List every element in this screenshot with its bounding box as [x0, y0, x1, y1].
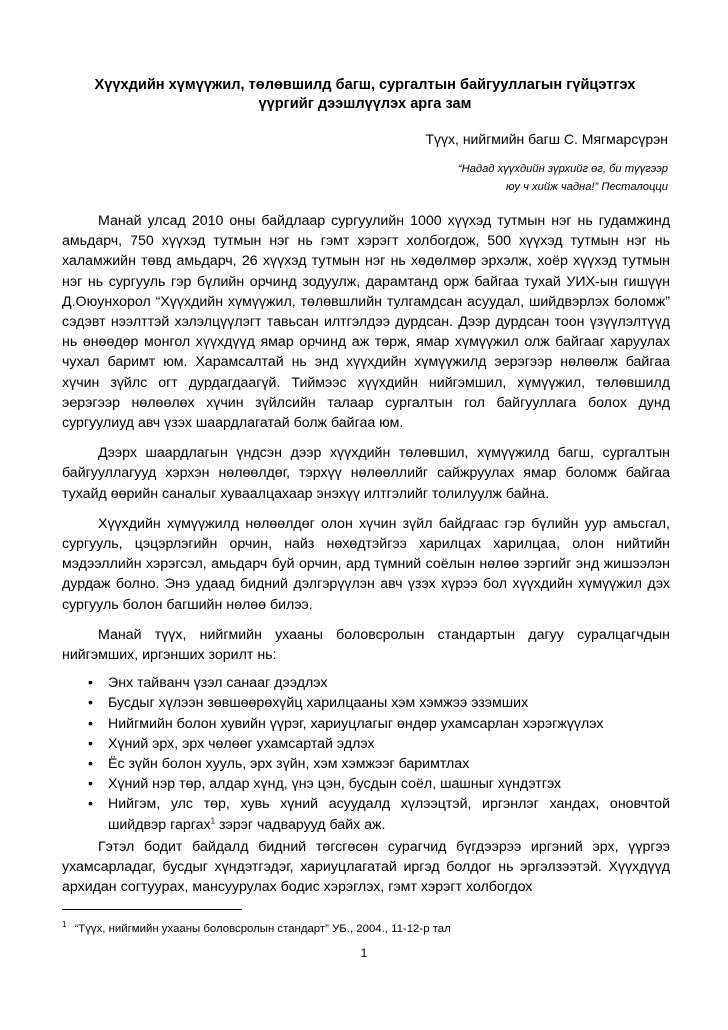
- list-item: [62, 774, 670, 794]
- list-item-text: Энх тайванч үзэл санааг дээдлэх: [108, 675, 328, 692]
- document-title: [60, 76, 670, 114]
- epigraph-line-1: “Надад хүүхдийн зүрхийг өг, би түүгээр: [457, 163, 668, 175]
- footnote-separator: [62, 909, 242, 910]
- footnote-number: 1: [62, 920, 67, 929]
- list-item: [62, 754, 670, 774]
- bullet-icon: •: [88, 735, 93, 752]
- epigraph: [348, 160, 668, 196]
- bullet-icon: •: [88, 675, 93, 692]
- paragraph-1: Манай улсад 2010 оны байдлаар сургуулийн 1000 хүүхэд тутмын нэг нь гудамжинд амьдарч, 750 хүүхэд тутмын нэг нь гэмт хэрэгт холбогдож, 500 хүүхэд тутмын нэг нь халамжийн төвд амьдарч, 26 хүүхэд тутмын нэг нь хөдөлмөр эрхэлж, хоёр хүүхэд тутмын нэг нь сургууль гэр бүлийн орчинд зодуулж, дарамтанд орж байгаа тухай УИХ-ын гишүүн Д.Оюунхорол “Хүүхдийн хүмүүжил, төлөвшлийн тулгамдсан асуудал, шийдвэрлэх боломж” сэдэвт нээлттэй хэлэлцүүлэгт тавьсан илтгэлдээ дурдсан. Дээр дурдсан тоон үзүүлэлтүүд нь өнөөдөр монгол хүүхдүүд ямар орчинд аж төрж, ямар хүмүүжил олж байгааг харуулах чухал баримт юм. Харамсалтай нь энд хүүхдийн хүмүүжилд эерэгээр нөлөөлж байгаа хүчин зүйлс огт дурдагдаагүй. Тиймээс хүүхдийн нийгэмшил, хүмүүжил, төлөвшилд эерэгээр нөлөөлөх хүчин зүйлсийн талаар сургалтын гол байгууллага болох дунд сургуулиуд авч үзэх шаардлагатай болж байгаа юм.: [62, 213, 670, 432]
- list-item-text: Нийгмийн болон хувийн үүрэг, хариуцлагыг өндөр ухамсарлан хэрэгжүүлэх: [108, 715, 604, 732]
- footnote: [62, 918, 451, 936]
- list-item-text: Бусдыг хүлээн зөвшөөрөхүйц харилцааны хэм хэмжээ эзэмших: [108, 695, 529, 712]
- title-line-1: Хүүхдийн хүмүүжил, төлөвшилд багш, сургалтын байгууллагын гүйцэтгэх: [94, 77, 636, 93]
- body-text: [62, 211, 670, 908]
- list-item: [62, 714, 670, 734]
- author-line: Түүх, нийгмийн багш С. Мягмарсүрэн: [425, 131, 668, 147]
- list-item: [62, 673, 670, 693]
- list-item-text: Ёс зүйн болон хууль, эрх зүйн, хэм хэмжээг баримтлах: [108, 756, 470, 773]
- list-item-text: Хүний нэр төр, алдар хүнд, үнэ цэн, бусдын соёл, шашныг хүндэтгэх: [108, 776, 562, 793]
- paragraph-3: Хүүхдийн хүмүүжилд нөлөөлдөг олон хүчин зүйл байдгаас гэр бүлийн уур амьсгал, сургууль, цэцэрлэгийн орчин, найз нөхөдтэйгээ харилцах харилцаа, олон нийтийн мэдээллийн хэрэгсэл, амьдарч буй орчин, ард түмний соёлын нөлөө зэргийг энд жишээлэн дурдаж болно. Энэ удаад бидний дэлгэрүүлэн авч үзэх хүрээ бол хүүхдийн хүмүүжил дэх сургууль болон багшийн нөлөө билээ.: [62, 515, 670, 613]
- list-item: [62, 794, 670, 834]
- footnote-text: “Түүх, нийгмийн ухааны боловсролын стандарт” УБ., 2004., 11-12-р тал: [74, 922, 451, 935]
- list-item-text: Хүний эрх, эрх чөлөөг ухамсартай эдлэх: [108, 735, 375, 752]
- bullet-list: [62, 673, 670, 835]
- paragraph-4: Манай түүх, нийгмийн ухааны боловсролын стандартын дагуу суралцагчдын нийгэмших, иргэнших зорилт нь:: [62, 626, 670, 664]
- paragraph-5: Гэтэл бодит байдалд бидний төгсгөсөн сурагчид бүгдээрээ иргэний эрх, үүргээ ухамсарладаг, бусдыг хүндэтгэдэг, хариуцлагатай иргэд болдог нь эргэлзээтэй. Хүүхдүүд архидан согтуурах, мансуурулах бодис хэрэглэх, гэмт хэрэгт холбогдох: [62, 838, 670, 896]
- list-item: [62, 734, 670, 754]
- page-number: 1: [360, 946, 368, 960]
- list-item: [62, 693, 670, 713]
- epigraph-line-2: юу ч хийж чадна!” Песталоцци: [505, 181, 668, 193]
- bullet-icon: •: [88, 796, 93, 813]
- list-item-tail: зэрэг чадварууд байх аж.: [215, 816, 386, 833]
- list-item-text: Нийгэм, улс төр, хувь хүний асуудалд хүлээцтэй, иргэнлэг хандах, оновчтой шийдвэр гаргах: [108, 796, 670, 833]
- bullet-icon: •: [88, 695, 93, 712]
- bullet-icon: •: [88, 776, 93, 793]
- bullet-icon: •: [88, 715, 93, 732]
- title-line-2: үүргийг дээшлүүлэх арга зам: [258, 96, 472, 112]
- bullet-icon: •: [88, 756, 93, 773]
- paragraph-2: Дээрх шаардлагын үндсэн дээр хүүхдийн төлөвшил, хүмүүжилд багш, сургалтын байгууллагууд хэрхэн нөлөөлдөг, тэрхүү нөлөөллийг сайжруулах ямар боломж байгаа тухайд өөрийн саналыг хуваалцахаар энэхүү илтгэлийг толилуулж байна.: [62, 445, 670, 502]
- footnote-ref[interactable]: 1: [210, 815, 216, 825]
